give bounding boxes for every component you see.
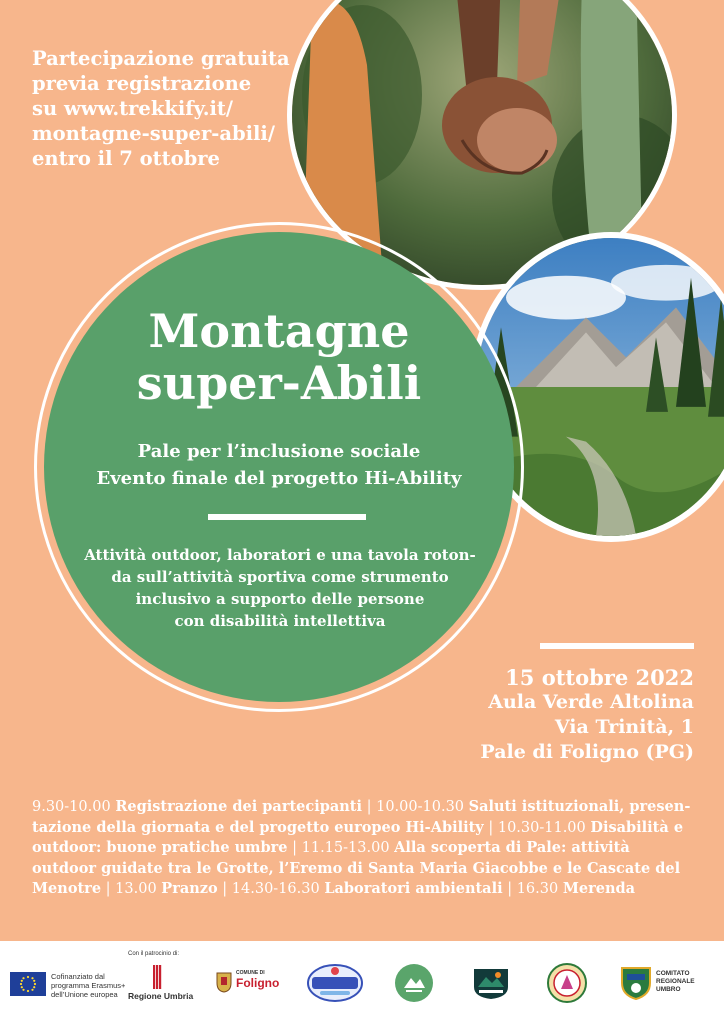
foligno-label: Foligno xyxy=(236,976,280,990)
program-time: | 16.30 xyxy=(502,881,563,897)
event-city: Pale di Foligno (PG) xyxy=(480,741,694,763)
registration-info xyxy=(32,46,312,171)
program-activity: Disabilità e outdoor: buone pratiche umbre xyxy=(32,818,684,856)
trekkify-logo-icon xyxy=(470,965,512,1001)
description-line: inclusivo a supporto delle persone xyxy=(135,590,425,608)
comitato-shield-icon xyxy=(620,965,652,1001)
program-time: | 10.00-10.30 xyxy=(362,799,469,815)
description-line: Attività outdoor, laboratori e una tavola roton- xyxy=(84,546,476,564)
event-description xyxy=(60,544,500,632)
event-subtitle-line: Pale per l’inclusione sociale xyxy=(137,441,421,462)
event-subtitle xyxy=(44,438,514,492)
program-activity: Laboratori ambientali xyxy=(324,880,503,897)
info-divider xyxy=(540,643,694,649)
association-badge-icon xyxy=(547,963,587,1003)
program-activity: Registrazione dei partecipanti xyxy=(115,798,362,815)
description-line: da sull’attività sportiva come strumento xyxy=(111,568,449,586)
registration-line[interactable]: su www.trekkify.it/ xyxy=(32,97,234,120)
sponsor-footer xyxy=(0,941,724,1024)
registration-line[interactable]: montagne-super-abili/ xyxy=(32,122,275,145)
circle-divider xyxy=(208,514,366,520)
erasmus-line: dell’Unione europea xyxy=(51,990,118,999)
erasmus-caption xyxy=(51,972,125,999)
event-title xyxy=(44,305,514,409)
erasmus-line: Cofinanziato dal xyxy=(51,972,105,981)
program-activity: Alla scoperta di Pale: attività outdoor guidate tra le Grotte, l’Eremo di Santa Maria Giacobbe e le Cascate del Menotre xyxy=(32,839,681,897)
hi-ability-logo-icon xyxy=(395,964,433,1002)
program-time: | 13.00 xyxy=(101,881,162,897)
comitato-line: UMBRO xyxy=(656,986,681,993)
program-activity: Pranzo xyxy=(161,880,218,897)
program-time: | 11.15-13.00 xyxy=(287,840,395,856)
comitato-label xyxy=(656,970,695,994)
event-details xyxy=(480,665,694,765)
program-time: 9.30-10.00 xyxy=(32,799,116,815)
event-title-line: Montagne xyxy=(148,304,410,358)
foligno-crest-icon xyxy=(216,971,232,993)
regione-umbria-emblem-icon xyxy=(152,965,162,989)
erasmus-days-badge-icon xyxy=(306,963,364,1003)
program-time: | 14.30-16.30 xyxy=(217,881,325,897)
patrocinio-label: Con il patrocinio di: xyxy=(128,951,180,957)
comune-small-label: COMUNE DI xyxy=(236,970,265,976)
program-activity: Saluti istituzionali, presen-tazione della giornata e del progetto europeo Hi-Ability xyxy=(32,798,691,836)
registration-line: entro il 7 ottobre xyxy=(32,147,220,170)
registration-line: Partecipazione gratuita xyxy=(32,47,290,70)
event-street: Via Trinità, 1 xyxy=(554,716,694,738)
event-venue: Aula Verde Altolina xyxy=(488,691,694,713)
description-line: con disabilità intellettiva xyxy=(174,612,386,630)
comitato-line: COMITATO xyxy=(656,970,690,977)
program-activity: Merenda xyxy=(562,880,636,897)
event-subtitle-line: Evento finale del progetto Hi-Ability xyxy=(96,468,462,489)
program-time: | 10.30-11.00 xyxy=(483,819,591,836)
registration-line: previa registrazione xyxy=(32,72,252,95)
comitato-line: REGIONALE xyxy=(656,978,695,985)
event-program xyxy=(32,797,696,900)
event-date: 15 ottobre 2022 xyxy=(505,665,694,690)
event-title-line: super-Abili xyxy=(136,356,422,410)
eu-flag-icon xyxy=(10,972,46,996)
erasmus-line: programma Erasmus+ xyxy=(51,981,126,990)
regione-umbria-label: Regione Umbria xyxy=(128,991,194,1001)
